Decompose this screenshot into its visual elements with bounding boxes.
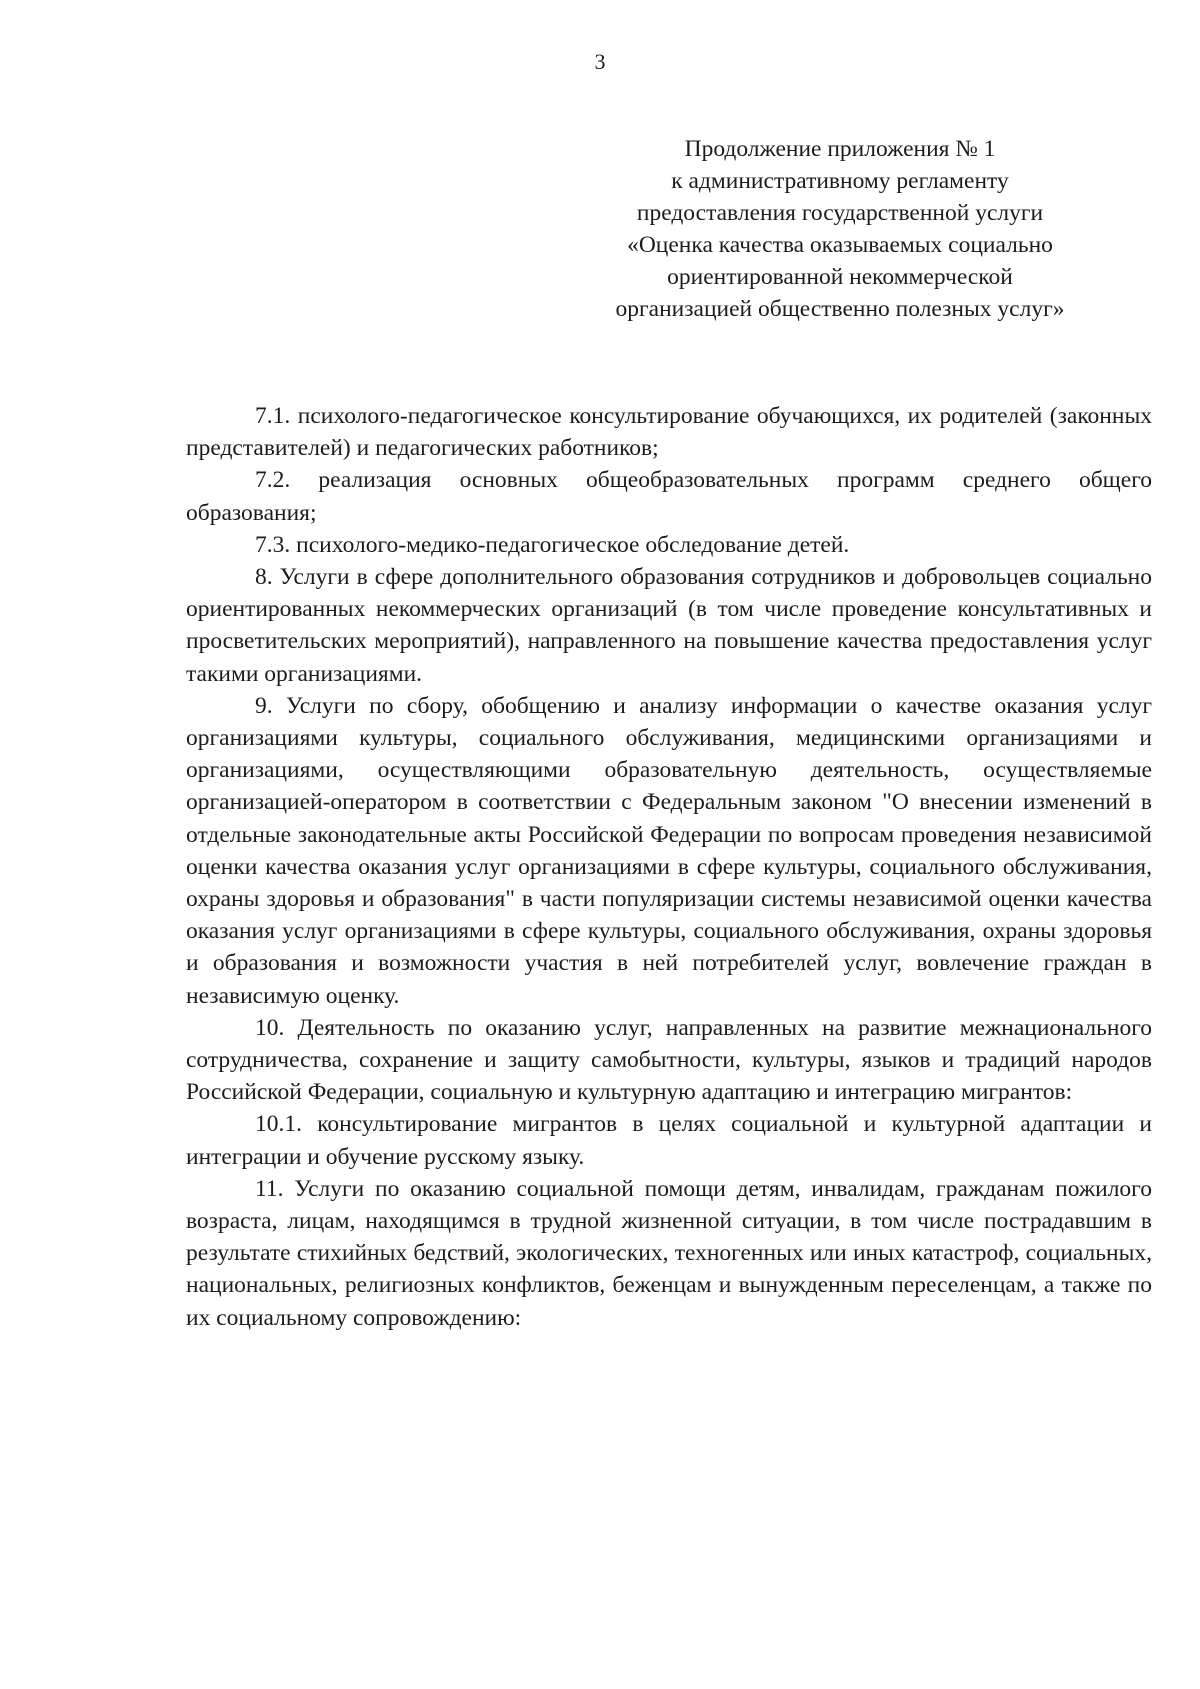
paragraph-10-1: 10.1. консультирование мигрантов в целях социальной и культурной адаптации и интеграции и обучение русскому языку. <box>186 1111 1152 1170</box>
paragraph-7-2: 7.2. реализация основных общеобразовательных программ среднего общего образования; <box>186 467 1152 526</box>
paragraph-10: 10. Деятельность по оказанию услуг, направленных на развитие межнационального сотрудничества, сохранение и защиту самобытности, культуры, языков и традиций народов Российской Федерации, социальную и культурную адаптацию и интеграцию мигрантов: <box>186 1014 1152 1106</box>
header-line: к административному регламенту <box>671 168 1009 194</box>
paragraph-7-3: 7.3. психолого-медико-педагогическое обследование детей. <box>255 531 850 558</box>
paragraph-7-1: 7.1. психолого-педагогическое консультирование обучающихся, их родителей (законных представителей) и педагогических работников; <box>186 403 1152 462</box>
paragraph-11: 11. Услуги по оказанию социальной помощи детям, инвалидам, гражданам пожилого возраста, лицам, находящимся в трудной жизненной ситуации, в том числе пострадавшим в результате стихийных бедствий, экологических, техногенных или иных катастроф, социальных, национальных, религиозных конфликтов, беженцам и вынужденным переселенцам, а также по их социальному сопровождению: <box>186 1175 1152 1331</box>
header-line: предоставления государственной услуги <box>636 200 1044 226</box>
document-body <box>186 400 1152 1334</box>
header-line: Продолжение приложения № 1 <box>684 136 996 162</box>
paragraph-8: 8. Услуги в сфере дополнительного образования сотрудников и добровольцев социально ориентированных некоммерческих организаций (в том числе проведение консультативных и просветительских мероприятий), направленного на повышение качества предоставления услуг такими организациями. <box>186 564 1152 687</box>
page-number: 3 <box>594 49 606 74</box>
header-line: «Оценка качества оказываемых социально <box>627 232 1053 258</box>
paragraph-9: 9. Услуги по сбору, обобщению и анализу информации о качестве оказания услуг организациями культуры, социального обслуживания, медицинскими организациями и организациями, осуществляющими образовательную деятельность, осуществляемые организацией-оператором в соответствии с Федеральным законом "О внесении изменений в отдельные законодательные акты Российской Федерации по вопросам проведения независимой оценки качества оказания услуг организациями в сфере культуры, социального обслуживания, охраны здоровья и образования" в части популяризации системы независимой оценки качества оказания услуг организациями в сфере культуры, социального обслуживания, охраны здоровья и образования и возможности участия в ней потребителей услуг, вовлечение граждан в независимую оценку. <box>186 692 1152 1009</box>
header-line: ориентированной некоммерческой <box>667 264 1013 290</box>
appendix-header <box>580 133 1100 325</box>
header-line: организацией общественно полезных услуг» <box>615 296 1065 322</box>
